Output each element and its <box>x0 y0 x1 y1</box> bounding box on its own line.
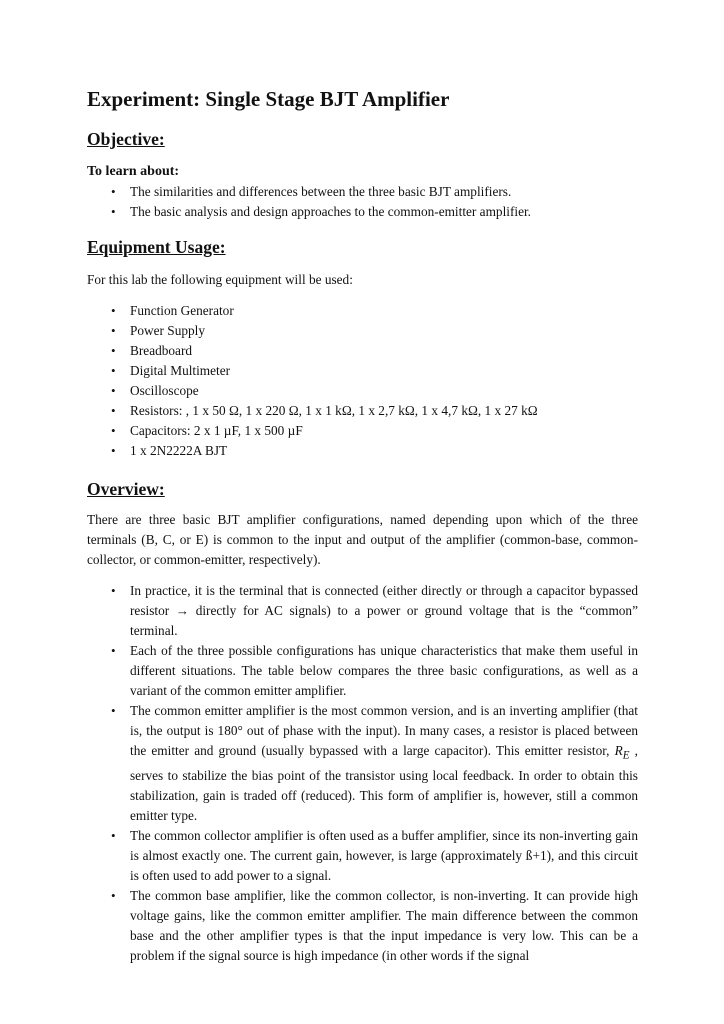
re-symbol: R <box>614 743 623 758</box>
list-item: • Resistors: , 1 x 50 Ω, 1 x 220 Ω, 1 x 1 kΩ, 1 x 2,7 kΩ, 1 x 4,7 kΩ, 1 x 27 kΩ <box>130 401 538 421</box>
bullet-icon: • <box>111 703 116 718</box>
overview-list <box>111 581 638 966</box>
bullet-icon: • <box>111 887 116 903</box>
bullet-icon: • <box>111 423 116 438</box>
equipment-intro: For this lab the following equipment will be used: <box>87 272 353 287</box>
bullet-icon: • <box>111 443 116 458</box>
equipment-list <box>111 301 538 461</box>
list-item: • The similarities and differences between the three basic BJT amplifiers. <box>130 182 531 202</box>
list-item: • The common collector amplifier is often used as a buffer amplifier, since its non-inverting gain is almost exactly one. The current gain, however, is large (approximately ß+1), and this circuit is often used to add power to a signal. <box>111 827 638 883</box>
overview-intro: There are three basic BJT amplifier configurations, named depending upon which of the three terminals (B, C, or E) is common to the input and output of the amplifier (common-base, common-collector, or common-emitter, respectively). <box>87 512 638 567</box>
bullet-icon: • <box>111 343 116 358</box>
objective-heading: Objective: <box>87 129 165 149</box>
list-item: • Oscilloscope <box>130 381 538 401</box>
overview-heading: Overview: <box>87 479 165 499</box>
objective-list <box>111 182 531 222</box>
bullet-icon: • <box>111 184 116 199</box>
bullet-icon: • <box>111 303 116 318</box>
list-item: • The common base amplifier, like the common collector, is non-inverting. It can provide high voltage gains, like the common emitter amplifier. The main difference between the common base and the other amplifier types is that the input impedance is very low. This can be a problem if the signal source is high impedance (in other words if the signal <box>111 887 638 963</box>
list-item: • Power Supply <box>130 321 538 341</box>
bullet-icon: • <box>111 383 116 398</box>
bullet-icon: • <box>111 363 116 378</box>
list-item: • Function Generator <box>130 301 538 321</box>
document-title: Experiment: Single Stage BJT Amplifier <box>87 87 450 111</box>
list-item: • 1 x 2N2222A BJT <box>130 441 538 461</box>
bullet-icon: • <box>111 827 116 843</box>
list-item: • Digital Multimeter <box>130 361 538 381</box>
list-item: • Capacitors: 2 x 1 µF, 1 x 500 µF <box>130 421 538 441</box>
bullet-icon: • <box>111 323 116 338</box>
list-item: • The basic analysis and design approaches to the common-emitter amplifier. <box>130 202 531 222</box>
list-item: • Breadboard <box>130 341 538 361</box>
bullet-icon: • <box>111 583 116 598</box>
bullet-icon: • <box>111 643 116 658</box>
re-subscript: E <box>622 749 630 762</box>
bullet-icon: • <box>111 403 116 418</box>
objective-subheading: To learn about: <box>87 164 180 179</box>
equipment-heading: Equipment Usage: <box>87 237 226 257</box>
list-item: • Each of the three possible configurations has unique characteristics that make them useful in different situations. The table below compares the three basic configurations, as well as a variant of the common emitter amplifier. <box>111 643 638 698</box>
list-item: • In practice, it is the terminal that is connected (either directly or through a capacitor bypassed resistor → directly for AC signals) to a power or ground voltage that is the “common” terminal. <box>111 583 638 638</box>
common-emitter-paragraph: The common emitter amplifier is the most common version, and is an inverting amplifier (that is, the output is 180° out of phase with the input). In many cases, a resistor is placed between the emitter and ground (usually bypassed with a large capacitor). This emitter resistor, $R_E$ , serves to stabilize the bias point of the transistor using local feedback. In order to obtain this stabilization, gain is traded off (reduced). This form of amplifier is, however, still a common emitter type. <box>130 703 638 823</box>
bullet-icon: • <box>111 204 116 219</box>
list-item <box>111 701 638 826</box>
